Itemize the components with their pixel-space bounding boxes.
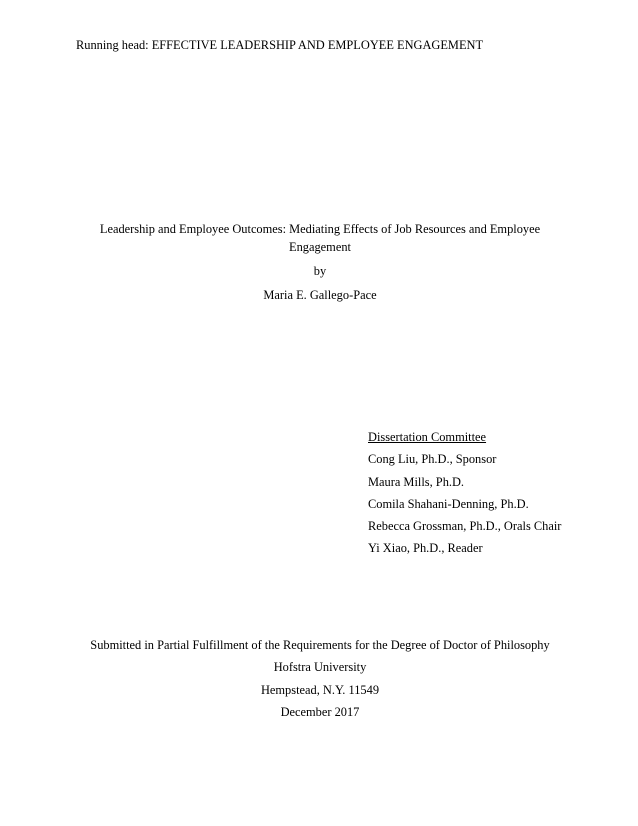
committee-member: Cong Liu, Ph.D., Sponsor — [368, 452, 497, 467]
university-name: Hofstra University — [273, 660, 367, 675]
title-block — [60, 220, 580, 304]
submission-date: December 2017 — [280, 704, 360, 719]
committee-member: Maura Mills, Ph.D. — [368, 474, 465, 489]
university-location: Hempstead, N.Y. 11549 — [260, 682, 380, 697]
committee-member: Yi Xiao, Ph.D., Reader — [368, 541, 483, 556]
committee-member: Comila Shahani-Denning, Ph.D. — [368, 496, 529, 511]
author-name: Maria E. Gallego-Pace — [263, 288, 377, 302]
committee-heading: Dissertation Committee — [368, 430, 487, 444]
dissertation-title-line-2: Engagement — [289, 240, 351, 254]
by-label: by — [313, 264, 327, 278]
dissertation-title-line-1: Leadership and Employee Outcomes: Mediating Effects of Job Resources and Employee — [99, 222, 541, 236]
submission-statement: Submitted in Partial Fulfillment of the Requirements for the Degree of Doctor of Philosophy — [90, 638, 550, 652]
running-head: Running head: EFFECTIVE LEADERSHIP AND EMPLOYEE ENGAGEMENT — [76, 38, 484, 52]
committee-member: Rebecca Grossman, Ph.D., Orals Chair — [368, 519, 562, 534]
submission-block — [40, 634, 600, 723]
dissertation-committee — [368, 426, 561, 560]
